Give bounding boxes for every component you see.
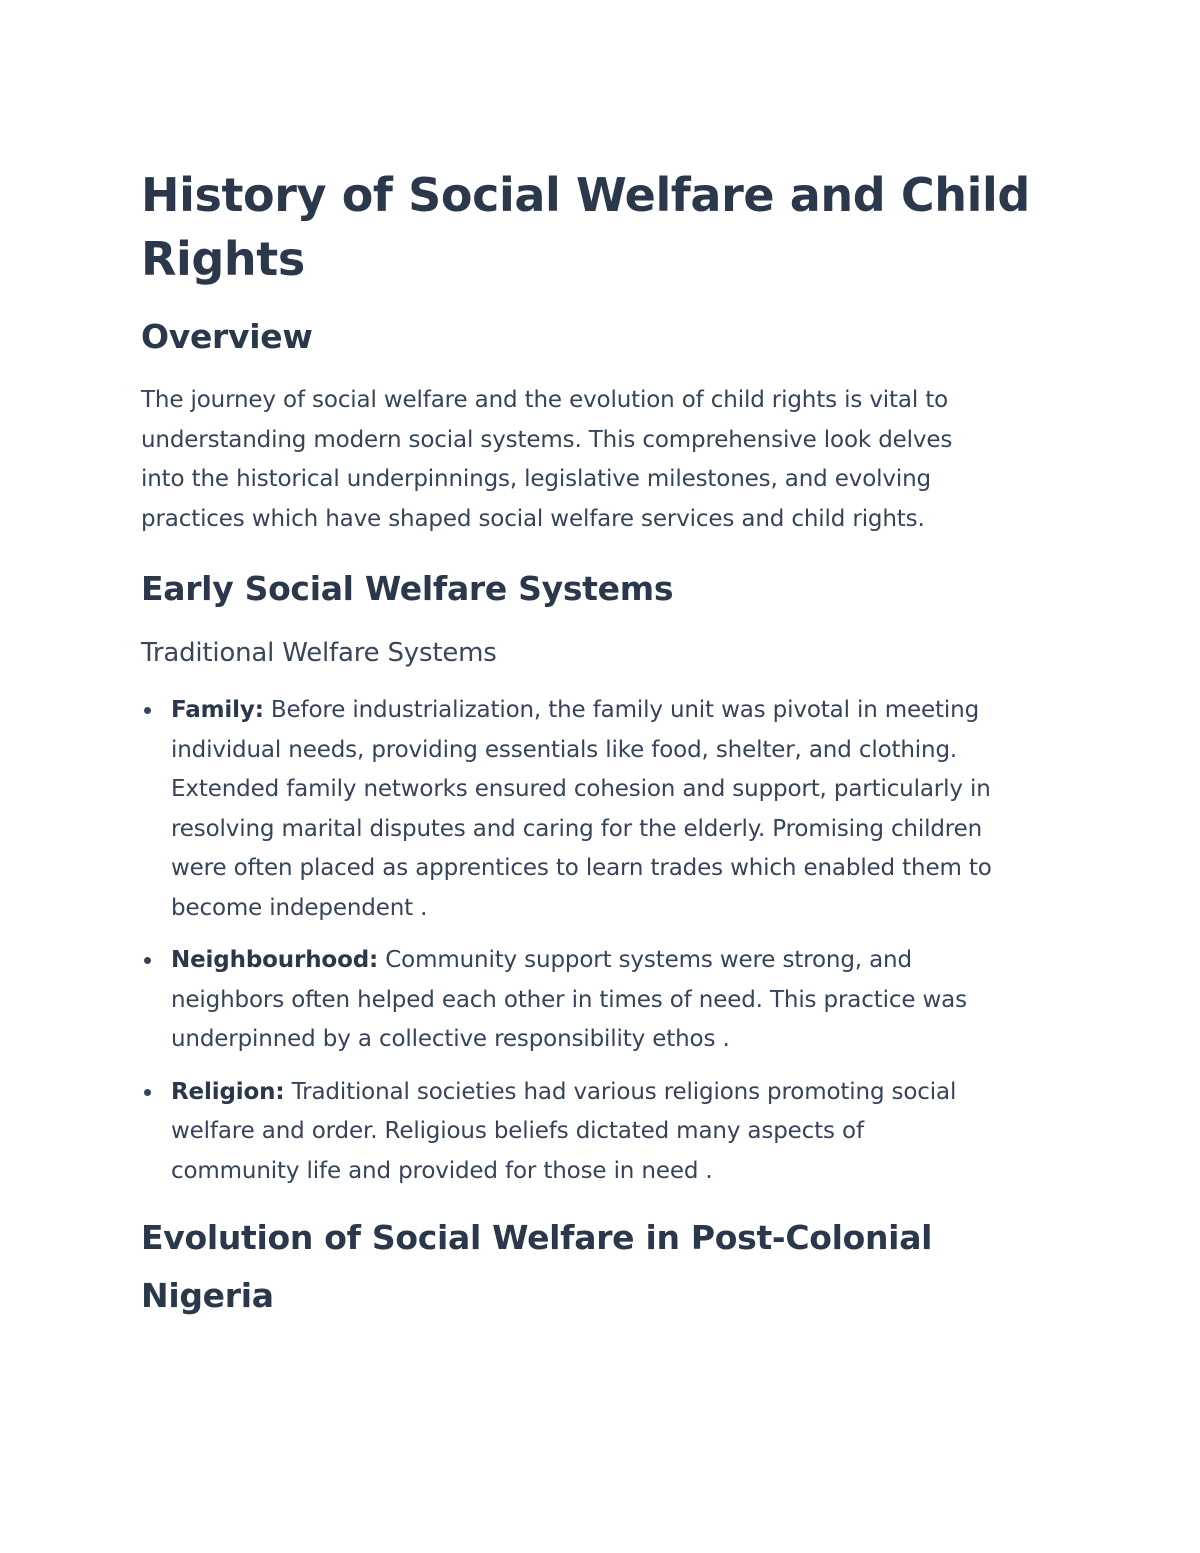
overview-line: understanding modern social systems. This comprehensive look delves [141,426,953,453]
traditional-welfare-subheading: Traditional Welfare Systems [141,638,497,668]
list-item-text: community life and provided for those in need . [171,1157,713,1184]
overview-paragraph [141,381,1071,539]
list-item-family [141,691,1071,928]
overview-heading: Overview [141,317,313,356]
evolution-heading-line-2: Nigeria [141,1276,274,1315]
welfare-systems-list [141,691,1071,1191]
overview-line: into the historical underpinnings, legislative milestones, and evolving [141,466,931,492]
overview-line: practices which have shaped social welfare services and child rights. [141,505,925,532]
early-welfare-heading: Early Social Welfare Systems [141,569,674,608]
list-item-text: individual needs, providing essentials like food, shelter, and clothing. [171,736,958,763]
evolution-heading-line-1: Evolution of Social Welfare in Post-Colonial [141,1218,933,1257]
list-item-text: welfare and order. Religious beliefs dictated many aspects of [171,1118,864,1144]
list-item-text: neighbors often helped each other in times of need. This practice was [171,986,967,1013]
document-title [141,163,1071,291]
bullet-icon [144,957,151,964]
title-line-2: Rights [141,232,305,286]
list-item-text: become independent . [171,894,428,921]
document-page [141,163,1071,1325]
list-item-text: underpinned by a collective responsibility ethos . [171,1026,730,1052]
overview-line: The journey of social welfare and the evolution of child rights is vital to [141,387,949,413]
list-item-term: Religion: [171,1078,285,1105]
list-item-text: Before industrialization, the family unit was pivotal in meeting [263,697,980,723]
list-item-neighbourhood [141,941,1071,1060]
title-line-1: History of Social Welfare and Child [141,168,1030,222]
list-item-term: Family: [171,697,264,723]
list-item-term: Neighbourhood: [171,947,379,973]
list-item-text: Community support systems were strong, and [378,947,912,973]
list-item-text: Extended family networks ensured cohesion and support, particularly in [171,776,991,802]
bullet-icon [144,707,151,714]
list-item-text: resolving marital disputes and caring for the elderly. Promising children [171,815,983,842]
evolution-heading [141,1209,1071,1325]
list-item-religion [141,1073,1071,1192]
list-item-text: were often placed as apprentices to learn trades which enabled them to [171,855,992,881]
bullet-icon [144,1089,151,1096]
list-item-text: Traditional societies had various religions promoting social [284,1078,957,1105]
